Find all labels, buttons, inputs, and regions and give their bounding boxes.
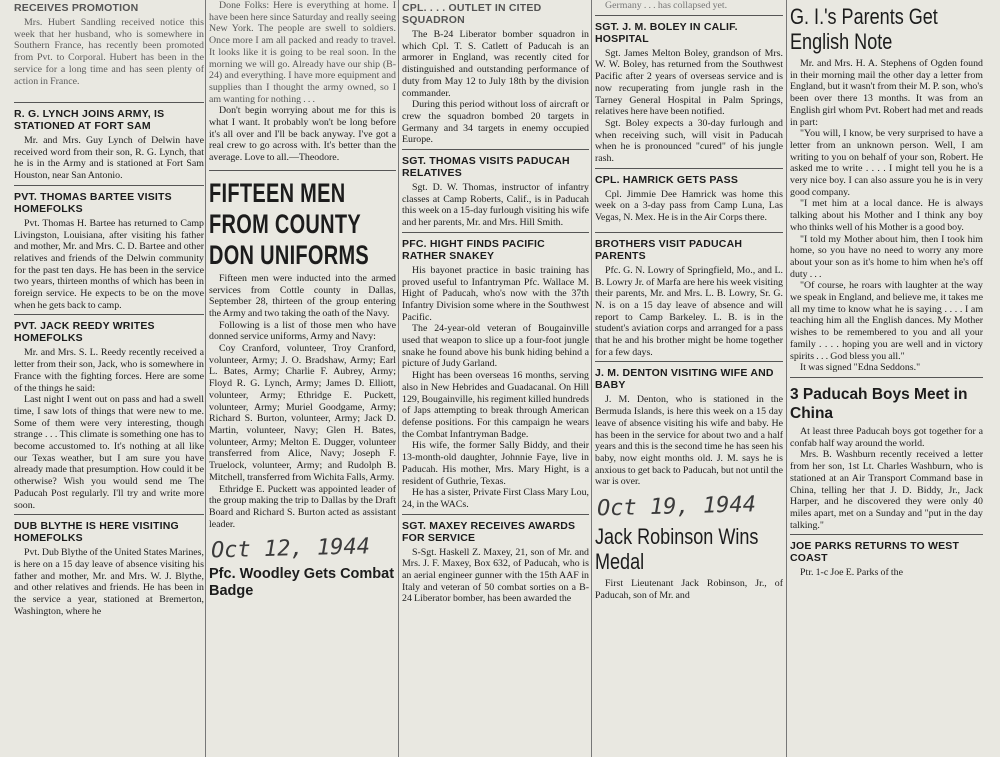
body-hight-5: He has a sister, Private First Class Mary Lou, 24, in the WACs. xyxy=(402,487,589,510)
divider xyxy=(402,149,589,150)
body-hight-4: His wife, the former Sally Biddy, and their 13-month-old daughter, Johnnie Faye, live in Paducah. His mother, Mrs. Mary Hight, is a resident of Guthrie, Texas. xyxy=(402,440,589,487)
body-denton: J. M. Denton, who is stationed in the Bermuda Islands, is here this week on a 15 day leave of absence visiting his wife and baby. He has been in the service for about two and a half years and this is the second time he has seen his baby, now eight months old. J. M. says he is anxious to get back to Paducah, but not until the war is over. xyxy=(595,394,783,488)
headline-thomas: SGT. THOMAS VISITS PADUCAH RELATIVES xyxy=(402,155,570,180)
divider xyxy=(402,514,589,515)
body-lynch: Mr. and Mrs. Guy Lynch of Delwin have received word from their son, R. G. Lynch, that he is in the Army and is stationed at Fort Sam Houston, near San Antonio. xyxy=(14,135,204,182)
body-hight-3: Hight has been overseas 16 months, serving also in New Hebrides and Guadacanal. On Hill 129, Bougainville, his regiment killed hundreds of Japs attempting to break through American defense positions. For this campaign he wears the Combat Infantryman Badge. xyxy=(402,370,589,440)
body-thomas: Sgt. D. W. Thomas, instructor of infantry classes at Camp Roberts, Calif., is in Paducah this week on a 15-day furlough visiting his wife and her parents, Mr. and Mrs. Hill Smith. xyxy=(402,182,589,229)
article-lowry-brothers xyxy=(595,236,783,359)
article-receives-promotion xyxy=(14,0,204,99)
body-english-note-3: "I met him at a local dance. He is always talking about his Mother and I think any boy who thinks well of his Mother is a good boy. xyxy=(790,198,983,233)
body-boley-2: Sgt. Boley expects a 30-day furlough and when receiving such, will visit in Paducah when he is pronounced "cured" of his jungle rash. xyxy=(595,117,783,165)
body-boley-1: Sgt. James Melton Boley, grandson of Mrs. W. W. Boley, has returned from the Southwest Pacific after 2 years of overseas service and is now recuperating from jungle rash in the Tarney General Hospital in Palm Springs, relatives here have been notified. xyxy=(595,47,783,118)
body-joe-parks: Ptr. 1-c Joe E. Parks of the xyxy=(800,567,903,579)
article-bartee xyxy=(14,189,204,312)
body-fifteen-men-2: Following is a list of those men who have donned service uniforms, Army and Navy: xyxy=(209,319,396,343)
headline-fifteen-men: FIFTEEN MEN FROM COUNTY DON UNIFORMS xyxy=(209,177,370,270)
article-boley xyxy=(595,19,783,165)
headline-maxey: SGT. MAXEY RECEIVES AWARDS FOR SERVICE xyxy=(402,519,576,544)
headline-hight: PFC. HIGHT FINDS PACIFIC RATHER SNAKEY xyxy=(402,237,545,262)
article-hamrick xyxy=(595,172,783,224)
body-fifteen-men-3: Ethridge E. Puckett was appointed leader of the group making the trip to Dallas by the Draft Board and Richard S. Burton acted as assistant leader. xyxy=(209,483,396,530)
body-english-note-1: Mr. and Mrs. H. A. Stephens of Ogden found in their morning mail the other day a letter from England, but it wasn't from their M. P. son, who's been over there 13 months. It was from an English girl whom Pvt. Robert had met and reads in part: xyxy=(790,58,983,128)
body-hamrick: Cpl. Jimmie Dee Hamrick was home this week on a 3-day pass from Camp Luna, Las Vegas, N. Mex. He is in the Air Corps there. xyxy=(595,188,783,224)
divider xyxy=(14,514,204,515)
body-theodore-letter-2: Don't begin worrying about me for this is what I want. It probably won't be long before it's all over and I'll be back anyway. I've got a real crew to go across with. It's better than the average. Love to all.—Theodore. xyxy=(209,105,396,164)
body-fifteen-men-list: Coy Cranford, volunteer, Troy Cranford, volunteer, Army; J. O. Bradshaw, Army; Earl L. Bates, Army; Charlie F. Aubrey, Army; Floyd R. G. Lynch, Army; James D. Elliott, volunteer, Army; Ethridge E. Puckett, volunteer, Army; Muriel Goodgame, Army; Richard S. Burton, volunteer, Army; Jack D. Martin, volunteer, Navy; Glen H. Bates, volunteer, Army; Melton E. Dugger, volunteer transferred from Alice, Navy; Joseph F. Truelock, volunteer, Army; and Rudolph B. Mitchell, transferred from Wichita Falls, Army. xyxy=(209,343,396,483)
body-paducah-boys-1: At least three Paducah boys got together for a confab half way around the world. xyxy=(790,425,983,449)
article-lynch xyxy=(14,106,204,182)
body-hight-1: His bayonet practice in basic training has proved useful to Infantryman Pfc. Wallace M. Hight of Paducah, who's now with the 37th Infantry Division some where in the Southwest Pacific. xyxy=(402,264,589,323)
article-fifteen-men xyxy=(209,174,396,530)
body-bartee: Pvt. Thomas H. Bartee has returned to Camp Livingston, Louisiana, after visiting his father and mother, Mr. and Mrs. C. D. Bartee and other relatives and friends of the Delwin community for the past ten days. He has been in the service two years, thirteen months of which has been in foreign service. He expects to be on the move when he gets back to camp. xyxy=(14,217,204,311)
divider xyxy=(595,15,783,16)
divider xyxy=(14,102,204,103)
divider xyxy=(790,534,983,535)
headline-reedy: PVT. JACK REEDY WRITES HOMEFOLKS xyxy=(14,320,155,345)
divider xyxy=(14,314,204,315)
column-1 xyxy=(14,0,204,757)
column-4 xyxy=(595,0,783,757)
body-hight-2: The 24-year-old veteran of Bougainville used that weapon to slice up a four-foot jungle snake he found above his bunk hiding behind a picture of Judy Garland. xyxy=(402,323,589,370)
body-reedy-intro: Mr. and Mrs. S. L. Reedy recently received a letter from their son, Jack, who is somewhere in France with the fighting forces. Here are some of the things he said: xyxy=(14,347,204,394)
headline-paducah-boys-china: 3 Paducah Boys Meet in China xyxy=(790,385,968,422)
article-maxey xyxy=(402,518,589,606)
column-rule xyxy=(398,0,399,757)
headline-denton: J. M. DENTON VISITING WIFE AND BABY xyxy=(595,367,774,392)
headline-receives-promotion: RECEIVES PROMOTION xyxy=(14,2,139,14)
body-theodore-letter-1: Done Folks: Here is everything at home. I have been here since Saturday and really seeing New York. The people are swell to soldiers. Once more I am all packed and ready to travel. It looks like it is going to be real soon. In the morning we will go. Already have our ship (B-24) and everything. I have more equipment and supplies than I thought the army owned, so I am wanting for nothing . . . xyxy=(209,0,396,105)
headline-bartee: PVT. THOMAS BARTEE VISITS HOMEFOLKS xyxy=(14,190,172,215)
body-fifteen-men-1: Fifteen men were inducted into the armed services from Cottle county in Dallas, September 28, thirteen of the group entering the Army and two taking the oath of the Navy. xyxy=(209,272,396,319)
column-5 xyxy=(790,0,983,757)
body-col4-top: Germany . . . has collapsed yet. xyxy=(605,0,728,11)
article-thomas xyxy=(402,153,589,229)
handwritten-date-oct-19: Oct 19, 1944 xyxy=(596,492,757,522)
divider xyxy=(14,185,204,186)
article-hight xyxy=(402,236,589,511)
column-3 xyxy=(402,0,589,757)
body-english-note-6: It was signed "Edna Seddons." xyxy=(800,362,921,374)
divider xyxy=(595,168,783,169)
divider xyxy=(790,377,983,378)
article-denton xyxy=(595,365,783,488)
headline-lynch: R. G. LYNCH JOINS ARMY, IS STATIONED AT FORT SAM xyxy=(14,108,165,132)
column-rule xyxy=(786,0,787,757)
article-joe-parks xyxy=(790,538,983,579)
divider xyxy=(209,170,396,171)
divider xyxy=(595,361,783,362)
headline-blythe: DUB BLYTHE IS HERE VISITING HOMEFOLKS xyxy=(14,520,179,545)
article-theodore-letter xyxy=(209,0,396,164)
body-english-note-5: "Of course, he roars with laughter at the way we speak in England, and believe me, it takes me all my time to know what he is saying . . . . I am teaching him all the English dances. My Mother wishes to be remembered to you and all your family . . . . hoping you are well and in victory spirits . . . God bless you all." xyxy=(790,280,983,362)
article-blythe xyxy=(14,518,204,617)
body-paducah-boys-2: Mrs. B. Washburn recently received a letter from her son, 1st Lt. Charles Washburn, who is stationed at an Air Transport Command base in China, telling her that J. D. Biddy, Jr., Jack Harper, and he discovered they were only 40 miles apart, met on a Sunday and "put in the day talking." xyxy=(790,449,983,531)
body-catlett-2: During this period without loss of aircraft or crew the squadron bombed 20 targets in Germany and 34 targets in enemy occupied Europe. xyxy=(402,99,589,146)
body-catlett-1: The B-24 Liberator bomber squadron in which Cpl. T. S. Catlett of Paducah is an armorer in England, was recently cited for distinguished and outstanding performance of duty from May 12 to July 18th by the division commander. xyxy=(402,29,589,99)
headline-lowry-brothers: BROTHERS VISIT PADUCAH PARENTS xyxy=(595,237,743,262)
headline-hamrick: CPL. HAMRICK GETS PASS xyxy=(595,173,739,186)
headline-boley: SGT. J. M. BOLEY IN CALIF. HOSPITAL xyxy=(595,20,738,45)
body-maxey: S-Sgt. Haskell Z. Maxey, 21, son of Mr. and Mrs. J. F. Maxey, Box 632, of Paducah, who is an aerial engineer gunner with the 15th AAF in Italy and veteran of 50 combat sorties on a B-24 Liberator bomber, has been awarded the xyxy=(402,546,589,605)
body-robinson: First Lieutenant Jack Robinson, Jr., of Paducah, son of Mr. and xyxy=(595,578,783,601)
column-rule xyxy=(591,0,592,757)
headline-robinson: Jack Robinson Wins Medal xyxy=(595,524,759,575)
article-paducah-boys-china xyxy=(790,381,983,531)
article-catlett xyxy=(402,0,589,146)
column-2 xyxy=(209,0,396,757)
headline-woodley: Pfc. Woodley Gets Combat Badge xyxy=(209,566,395,600)
divider xyxy=(595,232,783,233)
article-reedy xyxy=(14,318,204,511)
body-lowry-brothers: Pfc. G. N. Lowry of Springfield, Mo., and L. B. Lowry Jr. of Marfa are here his week visiting their parents, Mr. and Mrs. L. B. Lowry, Sr. G. N. is on a 15 day leave of absence and will report to Camp Barkeley. L. B. is in the student's aviation corps and arranged for a pass that he and his brother might be home together for a few days. xyxy=(595,264,783,358)
body-english-note-4: "I told my Mother about him, then I took him home, so you have no need to worry any more about your son as it's home to him when he's off duty . . . xyxy=(790,233,983,280)
headline-joe-parks: JOE PARKS RETURNS TO WEST COAST xyxy=(790,540,960,565)
body-blythe: Pvt. Dub Blythe of the United States Marines, is here on a 15 day leave of absence visiting his father and mother, Mr. and Mrs. W. J. Blythe, and other relatives and friends. He has been in the service a year, stationed at Bremerton, Washington, where he xyxy=(14,547,204,617)
body-receives-promotion: Mrs. Hubert Sandling received notice this week that her husband, who is somewhere in Southern France, has recently been promoted from Pvt. to Corporal. Hubert has been in the service for a long time and has seen plenty of action in France. xyxy=(14,17,204,87)
headline-catlett: CPL. . . . OUTLET IN CITED SQUADRON xyxy=(402,2,542,26)
handwritten-date-oct-12: Oct 12, 1944 xyxy=(210,534,371,564)
body-english-note-2: "You will, I know, be very surprised to have a letter from an unknown person. Well, I am writing to you on behalf of your son, Robert. He asked me to write . . . . I might tell you he is a very nice boy. I can also assure you he is in very good company. xyxy=(790,128,983,198)
article-english-note xyxy=(790,0,983,374)
body-reedy-letter: Last night I went out on pass and had a swell time, I saw lots of things that were new to me. Some of them were very interesting, though strange . . . This climate is something one has to become accustomed to. It's nothing at all like our Texas weather, but I am sure you have already made that presumption. How could it be otherwise? Wish you would send me The Paducah Post regularly. I'll try and write more soon. xyxy=(14,394,204,511)
column-rule xyxy=(205,0,206,757)
divider xyxy=(402,232,589,233)
headline-english-note: G. I.'s Parents Get English Note xyxy=(790,4,938,54)
